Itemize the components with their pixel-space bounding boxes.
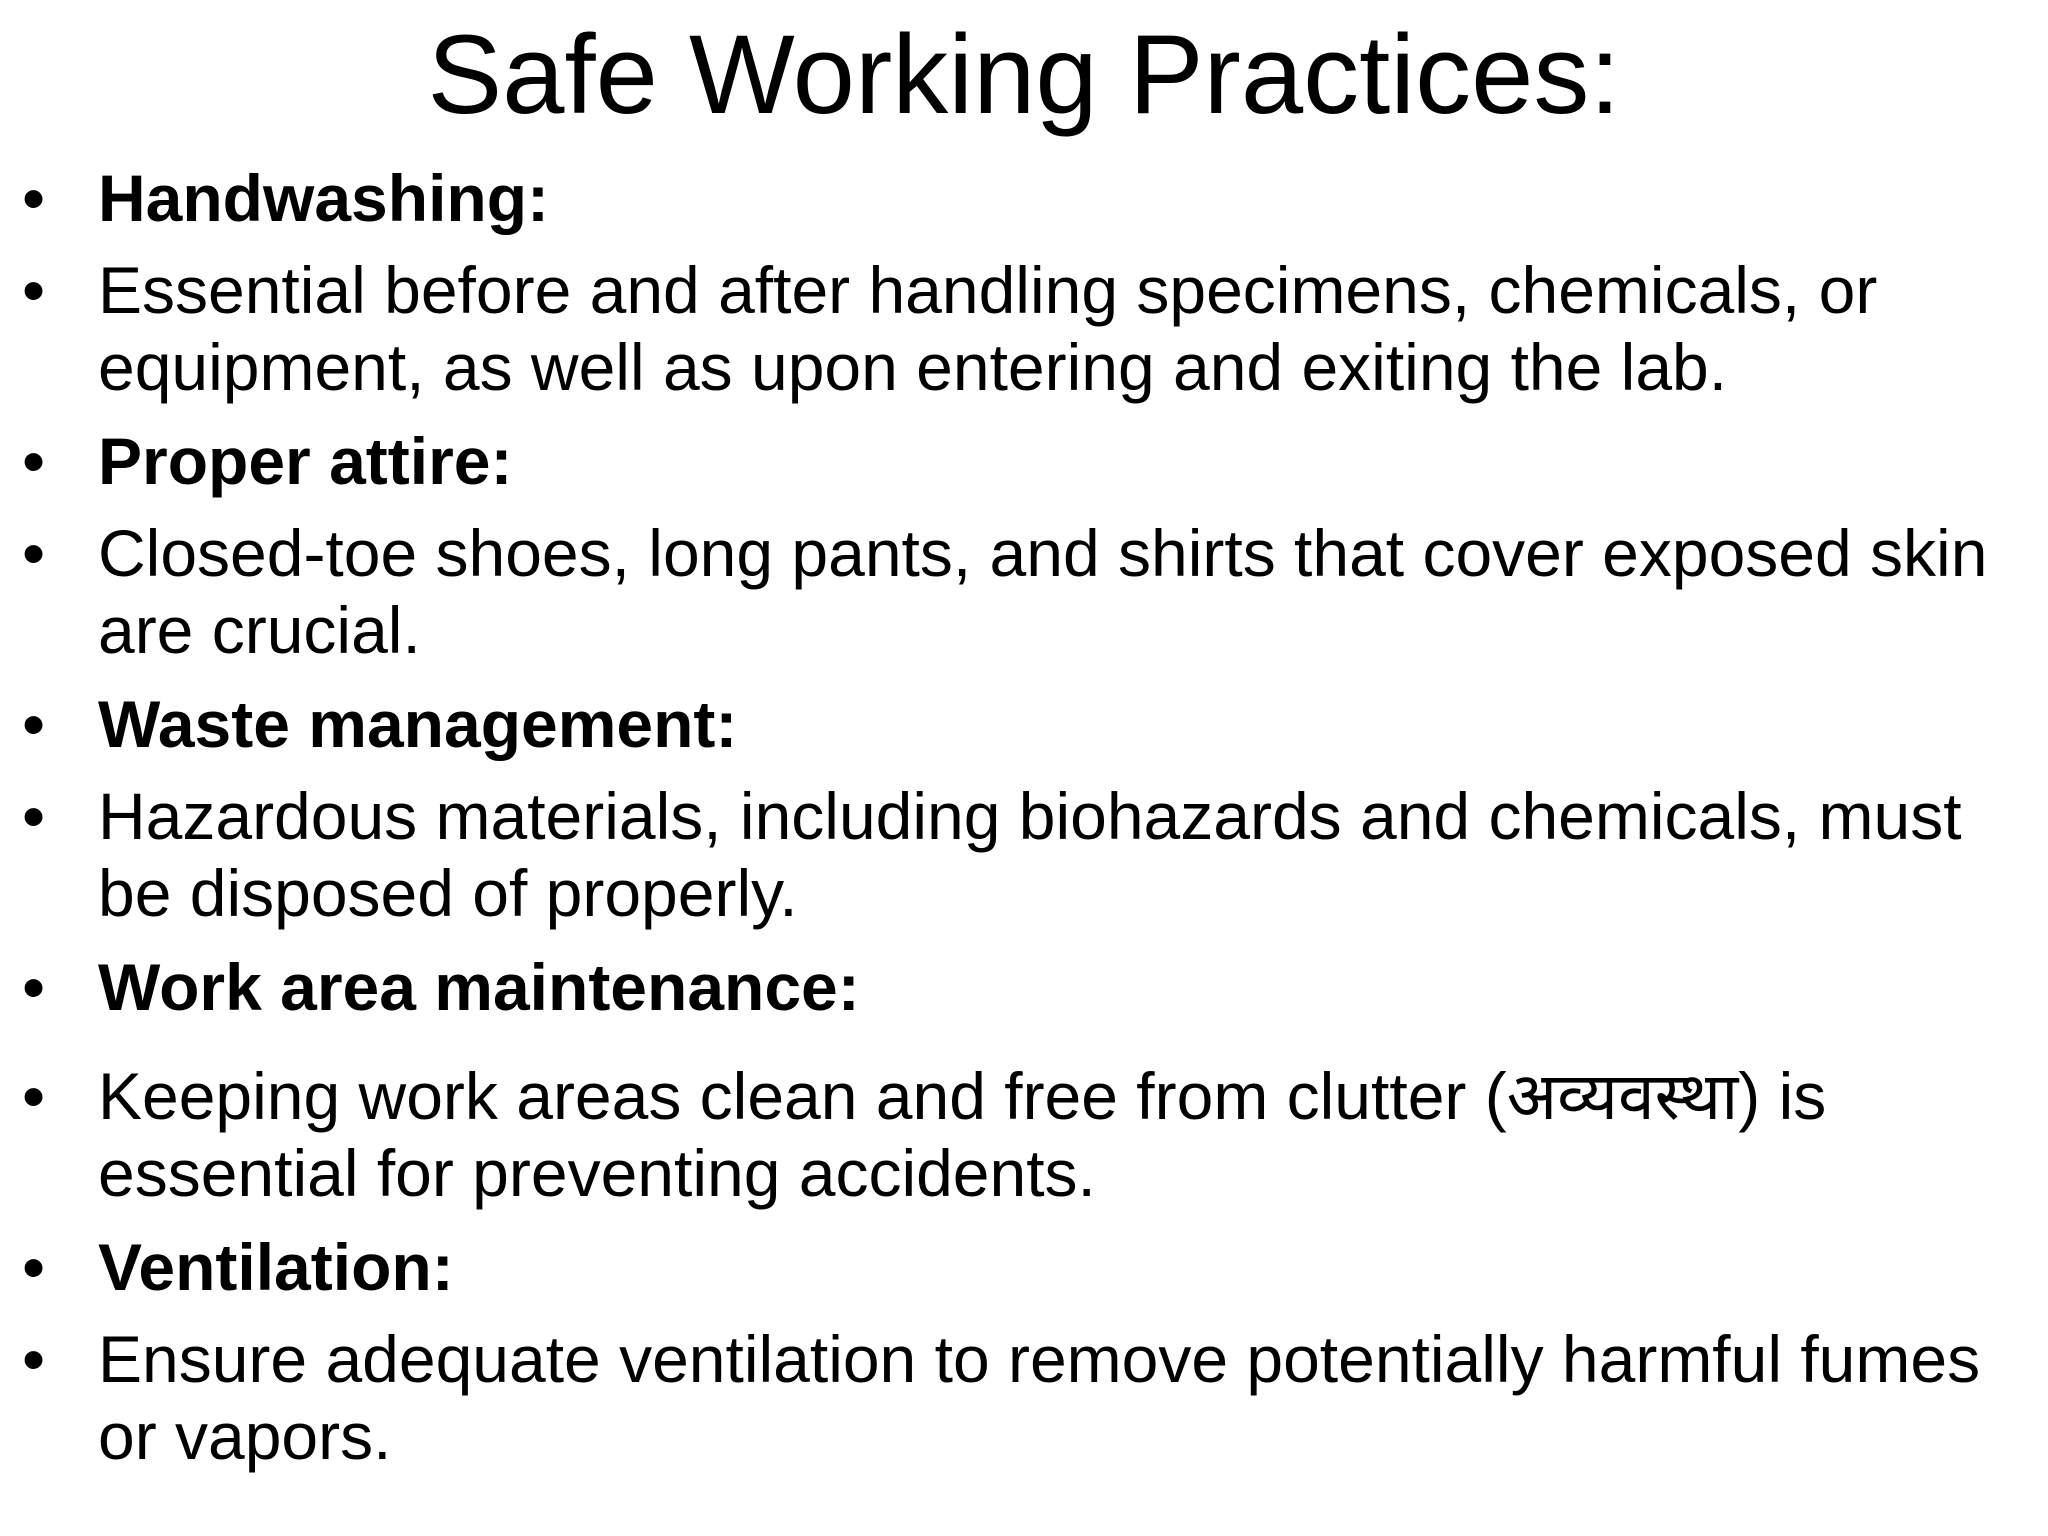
bullet-text: Closed-toe shoes, long pants, and shirts that cover exposed skin are crucial. [98,516,1988,667]
bullet-icon: • [22,1322,46,1396]
bullet-text: Handwashing: [98,161,550,235]
bullet-icon: • [22,687,46,761]
bullet-icon: • [22,516,46,590]
bullet-icon: • [22,779,46,853]
bullet-text: Ensure adequate ventilation to remove potentially harmful fumes or vapors. [98,1322,1981,1473]
bullet-icon: • [22,424,46,498]
bullet-icon: • [22,1059,46,1133]
bullet-text: Essential before and after handling specimens, chemicals, or equipment, as well as upon entering and exiting the lab. [98,253,1878,404]
bullet-icon: • [22,161,46,235]
slide-title: Safe Working Practices: [427,12,1621,137]
bullet-icon: • [22,950,46,1024]
bullet-text: Proper attire: [98,424,513,498]
bullet-text: Hazardous materials, including biohazards and chemicals, must be disposed of properly. [98,779,1962,930]
bullet-text: Work area maintenance: [98,950,860,1024]
bullet-text: Waste management: [98,687,738,761]
bullet-text: Ventilation: [98,1230,454,1304]
bullet-icon: • [22,1230,46,1304]
bullet-icon: • [22,253,46,327]
bullet-text: Keeping work areas clean and free from clutter (अव्यवस्था) is essential for preventing accidents. [98,1059,1827,1210]
